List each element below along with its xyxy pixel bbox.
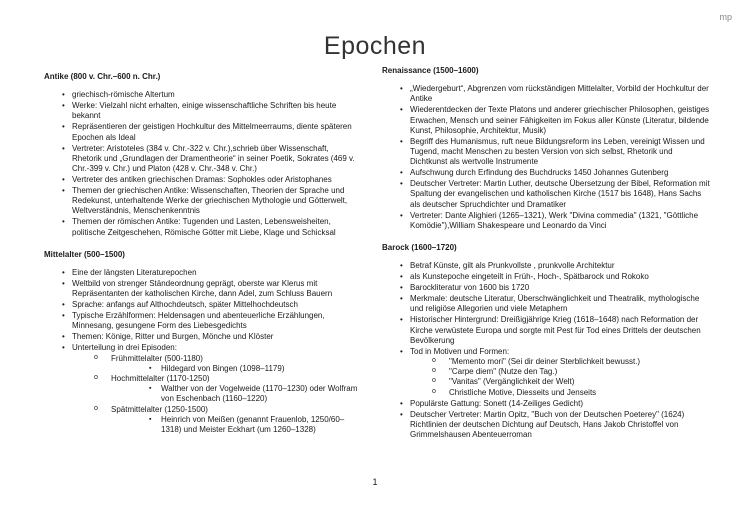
list-item (382, 272, 712, 282)
list-item-text: Spätmittelalter (1250-1500) (111, 404, 208, 414)
list-item (382, 137, 712, 168)
list-item (44, 300, 359, 310)
list-item (44, 279, 359, 299)
list-item (382, 211, 712, 231)
section-heading: Mittelalter (500–1500) (44, 249, 125, 259)
list-item-text: Tod in Motiven und Formen: (410, 346, 510, 356)
list-item (382, 84, 712, 104)
sub-list-item (72, 354, 359, 374)
bullet-list (382, 261, 712, 440)
sub-list-item (111, 415, 359, 435)
corner-mark: mp (719, 12, 732, 22)
list-item-text: Historischer Hintergrund: Dreißigjährige Krieg (1618–1648) nach Reformation der Kirche verwüstete Europa und sorgte mit Pest für Tod eines Drittels der deutschen Bevölkerung (410, 315, 701, 345)
list-item (382, 105, 712, 136)
sub-list-item (72, 374, 359, 405)
list-item (44, 311, 359, 331)
sub-list (111, 415, 359, 435)
bullet-list (44, 90, 359, 238)
list-item-text: Wiederentdecken der Texte Platons und anderer griechischer Philosophen, geistiges Erwachen, Mensch und seiner Fähigkeiten im Fokus aller Künste (Literatur, bildende Kunst, Philosophie, Architektur, Musik) (410, 105, 710, 135)
list-item (382, 283, 712, 293)
list-item-text: Sprache: anfangs auf Althochdeutsch, später Mittelhochdeutsch (72, 300, 298, 310)
list-item (382, 347, 712, 398)
list-item (382, 179, 712, 210)
list-item-text: Walther von der Vogelweide (1170–1230) oder Wolfram von Eschenbach (1160–1220) (161, 384, 358, 404)
list-item-text: Weltbild von strenger Ständeordnung geprägt, oberste war Klerus mit Repräsentanten der katholischen Kirche, dann Adel, zum Schluss Bauern (72, 279, 333, 299)
section-heading: Renaissance (1500–1600) (382, 66, 479, 75)
list-item (44, 122, 359, 142)
list-item-text: Themen der griechischen Antike: Wissenschaften, Theorien der Sprache und Redekunst, unterhaltende Werke der griechischen Mythologie und Götterwelt, Weltverständnis, Menschenkenntnis (72, 186, 348, 216)
list-item-text: Themen: Könige, Ritter und Burgen, Mönche und Klöster (72, 332, 274, 342)
list-item-text: Vertreter: Dante Alighieri (1265–1321), Werk "Divina commedia" (1321, "Göttliche Komödie"),William Shakespeare und Leonardo da Vinci (410, 210, 699, 230)
list-item (382, 410, 712, 441)
list-item-text: Eine der längsten Literaturepochen (72, 268, 197, 278)
list-item (382, 294, 712, 314)
list-item (44, 332, 359, 342)
list-item-text: "Memento mori" (Sei dir deiner Sterblichkeit bewusst.) (449, 357, 641, 367)
list-item-text: Populärste Gattung: Sonett (14-Zeiliges Gedicht) (410, 398, 583, 408)
list-item-text: "Vanitas" (Vergänglichkeit der Welt) (449, 377, 575, 387)
sub-list-item (111, 364, 359, 374)
list-item (382, 261, 712, 271)
list-item-text: als Kunstepoche eingeteilt in Früh-, Hoch-, Spätbarock und Rokoko (410, 272, 649, 282)
list-item-text: Vertreter: Aristoteles (384 v. Chr.-322 v. Chr.),schrieb über Wissenschaft, Rhetorik und „Grundlagen der Dramentheorie“ in seiner Poetik, Sokrates (469 v. Chr.-399 v. Chr.) und Platon (428 v. Chr.-348 v. Chr.) (72, 143, 355, 174)
list-item (44, 144, 359, 175)
list-item-text: griechisch-römische Altertum (72, 90, 175, 100)
page-number: 1 (372, 477, 378, 487)
epoch-section (44, 250, 359, 435)
list-item-text: "Carpe diem" (Nutze den Tag.) (449, 367, 558, 377)
list-item (382, 168, 712, 178)
epoch-section (382, 66, 712, 231)
list-item-text: Begriff des Humanismus, ruft neue Bildungsreform ins Leben, vereinigt Wissen und Tugend, macht Menschen zu besten Version von sich selbst, Rhetorik und Dichtkunst als wertvolle Instrumente (410, 136, 705, 167)
list-item (44, 217, 359, 237)
list-item-text: Themen der römischen Antike: Tugenden und Lasten, Lebensweisheiten, politische Zeitgeschehen, Römische Götter mit Liebe, Klage und Schicksal (72, 217, 336, 237)
list-item-text: Deutscher Vertreter: Martin Luther, deutsche Übersetzung der Bibel, Reformation mit Spaltung der evangelischen und katholischen Kirche (1517 bis 1648), Hans Sachs als deutscher Spruchdichter und Dramatiker (410, 179, 710, 209)
list-item-text: Typische Erzählformen: Heldensagen und abenteuerliche Erzählungen, Minnesang, gesungene Form des Liebesgedichts (72, 311, 325, 331)
section-heading: Barock (1600–1720) (382, 243, 457, 253)
sub-list-item (410, 357, 712, 367)
list-item-text: Vertreter des antiken griechischen Dramas: Sophokles oder Aristophanes (72, 175, 332, 185)
sub-list-item (410, 367, 712, 377)
list-item-text: Christliche Motive, Diesseits und Jenseits (449, 387, 597, 397)
list-item (44, 175, 359, 185)
sub-list (111, 364, 359, 374)
bullet-list (44, 268, 359, 435)
list-item-text: Barockliteratur von 1600 bis 1720 (410, 283, 530, 293)
list-item-text: Hildegard von Bingen (1098–1179) (161, 363, 285, 373)
sub-list-item (410, 377, 712, 387)
list-item-text: Unterteilung in drei Episoden: (72, 343, 177, 353)
list-item (44, 343, 359, 435)
sub-list-item (72, 405, 359, 436)
list-item (44, 90, 359, 100)
list-item-text: Deutscher Vertreter: Martin Opitz, "Buch von der Deutschen Poeterey" (1624) Richtlinien der deutschen Dichtung auf Deutsch, Hans Jakob Christoffel von Grimmelshausen Abenteuerroman (410, 409, 685, 440)
left-column (44, 72, 359, 447)
list-item-text: „Wiedergeburt“, Abgrenzen vom rückständigen Mittelalter, Vorbild der Hochkultur der Antike (410, 84, 709, 104)
list-item-text: Betraf Künste, gilt als Prunkvollste , prunkvolle Architektur (410, 261, 615, 271)
bullet-list (382, 84, 712, 231)
section-heading: Antike (800 v. Chr.–600 n. Chr.) (44, 72, 161, 81)
list-item (44, 268, 359, 278)
list-item (382, 399, 712, 409)
page-title: Epochen (323, 32, 427, 60)
sub-list-item (410, 388, 712, 398)
epoch-section (382, 243, 712, 440)
right-column (382, 66, 712, 452)
list-item (44, 101, 359, 121)
list-item-text: Werke: Vielzahl nicht erhalten, einige wissenschaftliche Schriften bis heute bekannt (72, 101, 337, 121)
sub-list (111, 384, 359, 404)
list-item-text: Hochmittelalter (1170-1250) (111, 374, 210, 384)
sub-list (410, 357, 712, 398)
list-item-text: Repräsentieren der geistigen Hochkultur des Mittelmeerraums, diente späteren Epochen als Ideal (72, 122, 352, 142)
sub-list (72, 354, 359, 436)
list-item-text: Frühmittelalter (500-1180) (111, 353, 203, 363)
epoch-section (44, 72, 359, 238)
list-item-text: Aufschwung durch Erfindung des Buchdrucks 1450 Johannes Gutenberg (410, 168, 669, 178)
sub-list-item (111, 384, 359, 404)
list-item (382, 315, 712, 346)
list-item (44, 186, 359, 217)
list-item-text: Merkmale: deutsche Literatur, Überschwänglichkeit und Theatralik, mythologische und religiöse Allegorien und viele Metaphern (410, 294, 700, 314)
list-item-text: Heinrich von Meißen (genannt Frauenlob, 1250/60–1318) und Meister Eckhart (um 1260–1328) (161, 414, 345, 435)
